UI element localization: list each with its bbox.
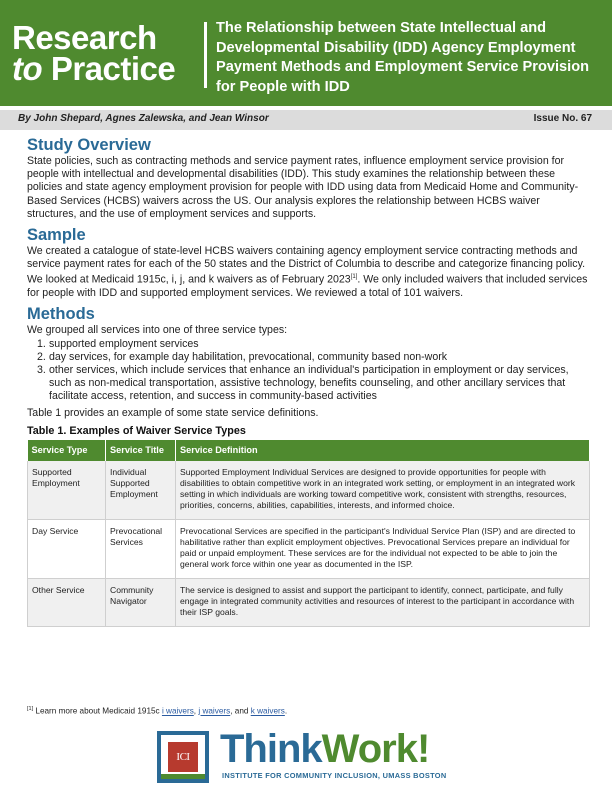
cell-service-type: Supported Employment: [28, 461, 106, 520]
link-k-waivers[interactable]: k waivers: [250, 706, 285, 716]
list-item-text: supported employment services: [49, 337, 199, 350]
methods-intro: We grouped all services into one of three service types:: [27, 324, 288, 337]
footnote-ref[interactable]: [1]: [350, 274, 358, 281]
report-title: The Relationship between State Intellectual and Developmental Disability (IDD) Agency Employment Payment Methods and Employment Service Provision for People with IDD: [216, 20, 590, 95]
list-item: [27, 338, 589, 351]
study-overview-text: State policies, such as contracting methods and service payment rates, influence employment service provision for people with intellectual and developmental disabilities (IDD). This study examines the relationship between these policies and state agency employment provision for people with IDD using data from Medicaid Home and Community-Based Services (HCBS) waivers across the US. Our analysis explores the relationship between HCBS waiver structures, and the use of employment services and supports.: [27, 155, 579, 220]
sample-heading: Sample: [27, 226, 86, 245]
table-row: [28, 578, 590, 626]
cell-service-title: Individual Supported Employment: [106, 461, 176, 520]
list-item: [27, 351, 589, 364]
list-number: 1.: [37, 337, 46, 350]
header-divider: [204, 22, 207, 88]
table-header-row: [28, 440, 590, 461]
header-banner: [0, 0, 612, 106]
list-item-text: other services, which include services that enhance an individual's participation in employment or day services, such as non-medical transportation, assistive technology, benefits counseling, and other ancillary services that facilitate access, retention, and success in community-based activities: [49, 363, 569, 403]
cell-service-type: Day Service: [28, 519, 106, 578]
list-item-text: day services, for example day habilitation, prevocational, community based non-work: [49, 350, 448, 363]
ici-logo: [157, 731, 209, 783]
link-i-waivers[interactable]: i waivers: [161, 706, 194, 716]
ici-mark: ICI: [168, 742, 198, 772]
methods-outro: Table 1 provides an example of some state service definitions.: [27, 406, 319, 419]
study-overview-heading: Study Overview: [27, 136, 151, 154]
logo-work: Work!: [321, 727, 430, 771]
logo-stripe: [161, 774, 205, 779]
column-header-service-title: Service Title: [106, 440, 176, 461]
brand-practice: Practice: [42, 50, 176, 87]
cell-service-definition: Prevocational Services are specified in the participant's Individual Service Plan (ISP) and are directed to habilitative rather than explicit employment objectives. Prevocational Services prepare an individual for paid or unpaid employment. These services are for the individual not expected to be able to join the general work force within one year as documented in the ISP.: [176, 519, 590, 578]
cell-service-title: Community Navigator: [106, 578, 176, 626]
cell-service-title: Prevocational Services: [106, 519, 176, 578]
thinkwork-logo: [220, 727, 429, 771]
column-header-service-type: Service Type: [28, 440, 106, 461]
main-content: [27, 133, 589, 627]
brand-to-practice: [12, 50, 192, 87]
cell-service-definition: The service is designed to assist and support the participant to identify, connect, participate, and fully engage in integrated community activities and resources of interest to the participant in accordance with their ISP goals.: [176, 578, 590, 626]
issue-number: Issue No. 67: [533, 113, 592, 124]
logo-subtitle: INSTITUTE FOR COMMUNITY INCLUSION, UMASS BOSTON: [222, 771, 447, 780]
brand-to: to: [12, 50, 43, 87]
service-type-list: [27, 338, 589, 404]
sample-text-end: . We only included waivers that included services for people with IDD and supported employment services. We reviewed a total of 101 waivers.: [27, 273, 588, 300]
list-number: 2.: [37, 350, 46, 363]
footnote-sep: ,: [193, 706, 199, 716]
sample-text-start: We created a catalogue of state-level HCBS waivers containing agency employment service contracting methods and service payment rates for each of the 50 states and the District of Columbia to describe and categorize financing policy. We looked at Medicaid 1915c, i, j, and k waivers as of February 2023: [27, 245, 586, 286]
brand-logo: [12, 19, 192, 87]
footnote-sep: , and: [230, 706, 251, 716]
list-item: [27, 364, 589, 404]
footnote-text: Learn more about Medicaid 1915c: [33, 706, 162, 716]
logo-think: Think: [220, 727, 322, 771]
list-number: 3.: [37, 363, 46, 376]
byline-bar: [0, 110, 612, 130]
footnote-marker: [1]: [27, 706, 34, 712]
cell-service-type: Other Service: [28, 578, 106, 626]
cell-service-definition: Supported Employment Individual Services are designed to provide opportunities for people with disabilities to obtain competitive work in an integrated work setting, or employment in an integrated work setting in which individuals are working toward competitive work, consistent with strengths, resources, priorities, concerns, abilities, capabilities, interests, and informed choice.: [176, 461, 590, 520]
sample-text: [27, 245, 589, 300]
service-types-table: [27, 440, 590, 627]
authors: By John Shepard, Agnes Zalewska, and Jean Winsor: [18, 113, 269, 124]
brand-research: Research: [12, 19, 157, 56]
link-j-waivers[interactable]: j waivers: [198, 706, 231, 716]
column-header-service-definition: Service Definition: [176, 440, 590, 461]
table-row: [28, 519, 590, 578]
table-title: Table 1. Examples of Waiver Service Types: [27, 424, 246, 437]
footnote-end: .: [284, 706, 288, 716]
methods-heading: Methods: [27, 305, 95, 324]
table-row: [28, 461, 590, 520]
footnote: [27, 706, 287, 716]
